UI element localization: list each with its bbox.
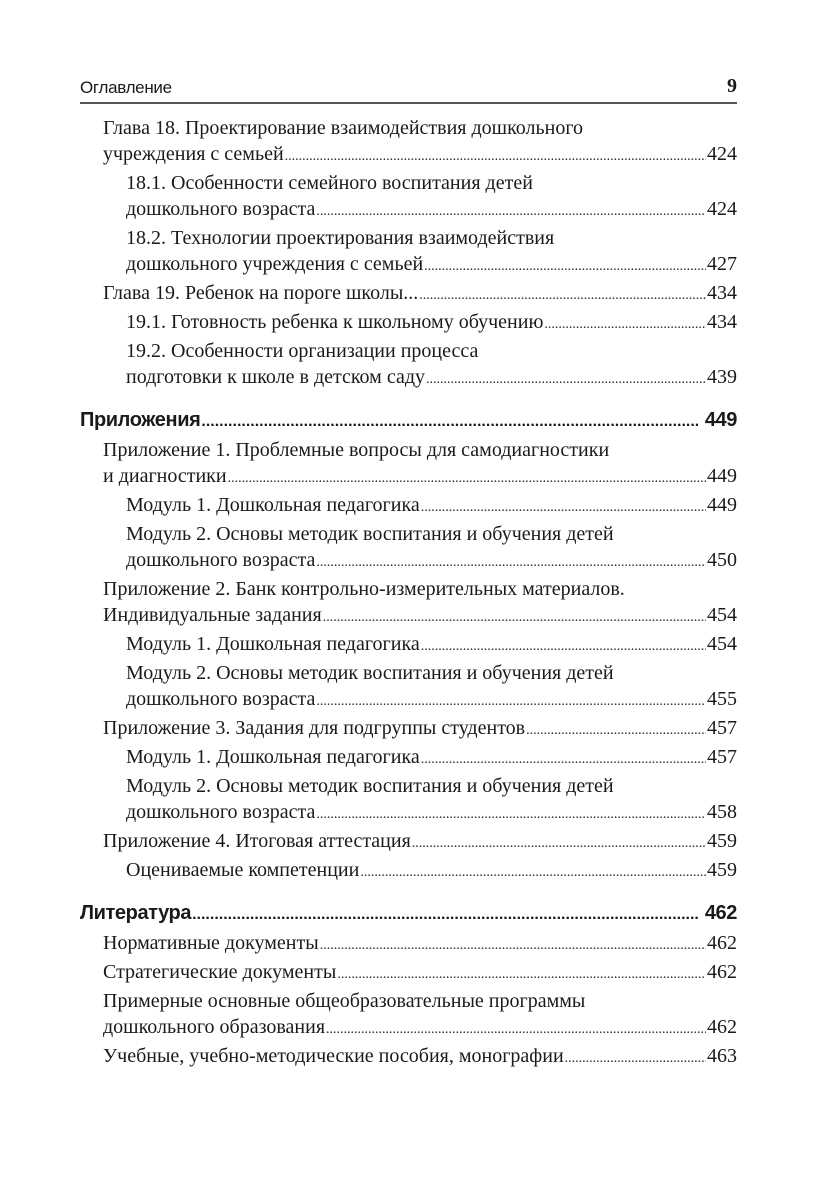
dot-leader	[228, 463, 706, 492]
dot-leader	[419, 280, 706, 309]
toc-entry-text: Оцениваемые компетенции	[126, 859, 360, 881]
toc-entry-text: Стратегические документы	[103, 961, 337, 983]
toc-entry[interactable]	[80, 1043, 737, 1072]
toc-entry[interactable]	[80, 828, 737, 857]
toc-entry-page: 434	[707, 311, 737, 333]
toc-entry-line	[103, 828, 737, 857]
toc-entry-line	[126, 660, 737, 686]
toc-entry-page: 459	[707, 830, 737, 852]
dot-leader	[323, 602, 706, 631]
toc-entry-text: Модуль 2. Основы методик воспитания и обучения детей	[126, 523, 614, 545]
toc-entry-line	[103, 988, 737, 1014]
toc-group-appendix	[80, 437, 737, 886]
toc-entry-text: дошкольного возраста	[126, 198, 316, 220]
toc-entry-page: 424	[707, 143, 737, 165]
toc-entry[interactable]	[80, 280, 737, 309]
toc-entry[interactable]	[80, 715, 737, 744]
toc-entry-text: дошкольного возраста	[126, 549, 316, 571]
toc-section-literature[interactable]	[80, 900, 737, 928]
dot-leader	[421, 631, 706, 660]
dot-leader	[426, 364, 706, 393]
section-page: 462	[704, 902, 737, 924]
toc-entry-text: Модуль 1. Дошкольная педагогика	[126, 633, 420, 655]
toc-entry-text: дошкольного образования	[103, 1016, 326, 1038]
toc-entry-line	[126, 631, 737, 660]
toc-entry-line	[126, 773, 737, 799]
dot-leader	[316, 799, 706, 828]
running-header	[80, 74, 737, 104]
toc-entry-line	[126, 799, 737, 828]
toc-entry-text: 18.2. Технологии проектирования взаимодействия	[126, 227, 555, 249]
toc-entry-text: Индивидуальные задания	[103, 604, 322, 626]
toc-group-literature	[80, 930, 737, 1072]
toc-entry-text: Нормативные документы	[103, 932, 319, 954]
toc-entry-line	[126, 338, 737, 364]
toc-entry-page: 457	[707, 717, 737, 739]
toc-entry-line	[103, 1014, 737, 1043]
toc-entry-text: Модуль 1. Дошкольная педагогика	[126, 746, 420, 768]
toc-entry-page: 458	[707, 801, 737, 823]
toc-entry[interactable]	[80, 857, 737, 886]
toc-entry-line	[126, 251, 737, 280]
running-header-title: Оглавление	[80, 78, 172, 97]
toc-entry[interactable]	[80, 631, 737, 660]
dot-leader	[421, 492, 706, 521]
toc-entry-text: 19.1. Готовность ребенка к школьному обучению	[126, 311, 544, 333]
dot-leader	[316, 196, 706, 225]
toc-entry-page: 439	[707, 366, 737, 388]
dot-leader	[526, 715, 706, 744]
toc-entry-line	[126, 196, 737, 225]
toc-entry-page: 454	[707, 633, 737, 655]
toc-entry-text: Приложение 1. Проблемные вопросы для самодиагностики	[103, 439, 610, 461]
toc-entry-line	[103, 959, 737, 988]
toc-entry-line	[103, 715, 737, 744]
toc-entry[interactable]	[80, 115, 737, 170]
toc-entry-page: 434	[707, 282, 737, 304]
toc-entry[interactable]	[80, 437, 737, 492]
toc-entry[interactable]	[80, 930, 737, 959]
toc-entry-line	[103, 1043, 737, 1072]
toc-entry-text: дошкольного возраста	[126, 688, 316, 710]
toc-entry-line	[103, 280, 737, 309]
toc-entry-line	[126, 686, 737, 715]
toc-entry-page: 462	[707, 1016, 737, 1038]
toc-entry-line	[126, 309, 737, 338]
toc-entry-line	[103, 463, 737, 492]
toc-entry-line	[126, 547, 737, 576]
toc-entry-line	[103, 930, 737, 959]
dot-leader	[326, 1014, 706, 1043]
toc-entry[interactable]	[80, 338, 737, 393]
toc-entry-line	[126, 225, 737, 251]
toc-entry-text: Модуль 1. Дошкольная педагогика	[126, 494, 420, 516]
toc-entry-page: 457	[707, 746, 737, 768]
toc-entry[interactable]	[80, 170, 737, 225]
toc-entry-page: 462	[707, 961, 737, 983]
toc-entry-line	[103, 141, 737, 170]
toc-entry-text: подготовки к школе в детском саду	[126, 366, 426, 388]
toc-entry-line	[103, 437, 737, 463]
toc-entry-text: Модуль 2. Основы методик воспитания и обучения детей	[126, 662, 614, 684]
dot-leader	[565, 1043, 706, 1072]
dot-leader	[316, 547, 706, 576]
toc-entry-page: 454	[707, 604, 737, 626]
toc-entry-line	[126, 521, 737, 547]
toc-entry-page: 463	[707, 1045, 737, 1067]
toc-entry[interactable]	[80, 660, 737, 715]
toc-entry-page: 449	[707, 494, 737, 516]
page-number: 9	[727, 75, 737, 97]
dot-leader	[320, 930, 706, 959]
section-page: 449	[704, 409, 737, 431]
toc-entry[interactable]	[80, 225, 737, 280]
toc-entry-text: Глава 19. Ребенок на пороге школы...	[103, 282, 419, 304]
dot-leader	[544, 309, 706, 338]
toc-entry-text: дошкольного учреждения с семьей	[126, 253, 424, 275]
dot-leader	[192, 900, 698, 928]
toc-entry-text: Модуль 2. Основы методик воспитания и обучения детей	[126, 775, 614, 797]
dot-leader	[285, 141, 706, 170]
toc-entry-text: дошкольного возраста	[126, 801, 316, 823]
toc-entry-text: 19.2. Особенности организации процесса	[126, 340, 479, 362]
toc-section-appendix[interactable]	[80, 407, 737, 435]
toc-entry-text: Учебные, учебно-методические пособия, монографии	[103, 1045, 564, 1067]
dot-leader	[424, 251, 706, 280]
toc-entry-page: 449	[707, 465, 737, 487]
toc-entry-text: Приложение 3. Задания для подгруппы студентов	[103, 717, 526, 739]
toc-entry-text: Примерные основные общеобразовательные программы	[103, 990, 586, 1012]
toc-entry-line	[126, 170, 737, 196]
toc-entry[interactable]	[80, 744, 737, 773]
toc-entry-page: 455	[707, 688, 737, 710]
dot-leader	[316, 686, 706, 715]
toc-entry[interactable]	[80, 988, 737, 1043]
toc-entry[interactable]	[80, 959, 737, 988]
toc-entry-page: 424	[707, 198, 737, 220]
section-title: Литература	[80, 902, 192, 924]
toc-entry[interactable]	[80, 309, 737, 338]
dot-leader	[337, 959, 706, 988]
dot-leader	[360, 857, 706, 886]
toc-entry-text: Приложение 2. Банк контрольно-измерительных материалов.	[103, 578, 625, 600]
toc-entry-page: 462	[707, 932, 737, 954]
toc-group-chapters	[80, 115, 737, 393]
toc-entry-line	[103, 602, 737, 631]
toc-entry-text: Приложение 4. Итоговая аттестация	[103, 830, 411, 852]
table-of-contents	[80, 115, 737, 1072]
toc-entry-line	[103, 576, 737, 602]
dot-leader	[421, 744, 706, 773]
toc-entry-page: 459	[707, 859, 737, 881]
toc-entry-line	[103, 115, 737, 141]
toc-entry-page: 450	[707, 549, 737, 571]
dot-leader	[201, 407, 697, 435]
toc-entry-line	[126, 364, 737, 393]
toc-entry[interactable]	[80, 773, 737, 828]
toc-entry-line	[126, 744, 737, 773]
toc-entry[interactable]	[80, 492, 737, 521]
toc-entry-text: 18.1. Особенности семейного воспитания детей	[126, 172, 533, 194]
toc-entry-page: 427	[707, 253, 737, 275]
toc-entry[interactable]	[80, 576, 737, 631]
section-title: Приложения	[80, 409, 201, 431]
dot-leader	[412, 828, 706, 857]
toc-entry-text: учреждения с семьей	[103, 143, 284, 165]
toc-entry-line	[126, 857, 737, 886]
toc-entry-text: и диагностики	[103, 465, 227, 487]
toc-entry[interactable]	[80, 521, 737, 576]
toc-entry-line	[126, 492, 737, 521]
toc-entry-text: Глава 18. Проектирование взаимодействия дошкольного	[103, 117, 584, 139]
